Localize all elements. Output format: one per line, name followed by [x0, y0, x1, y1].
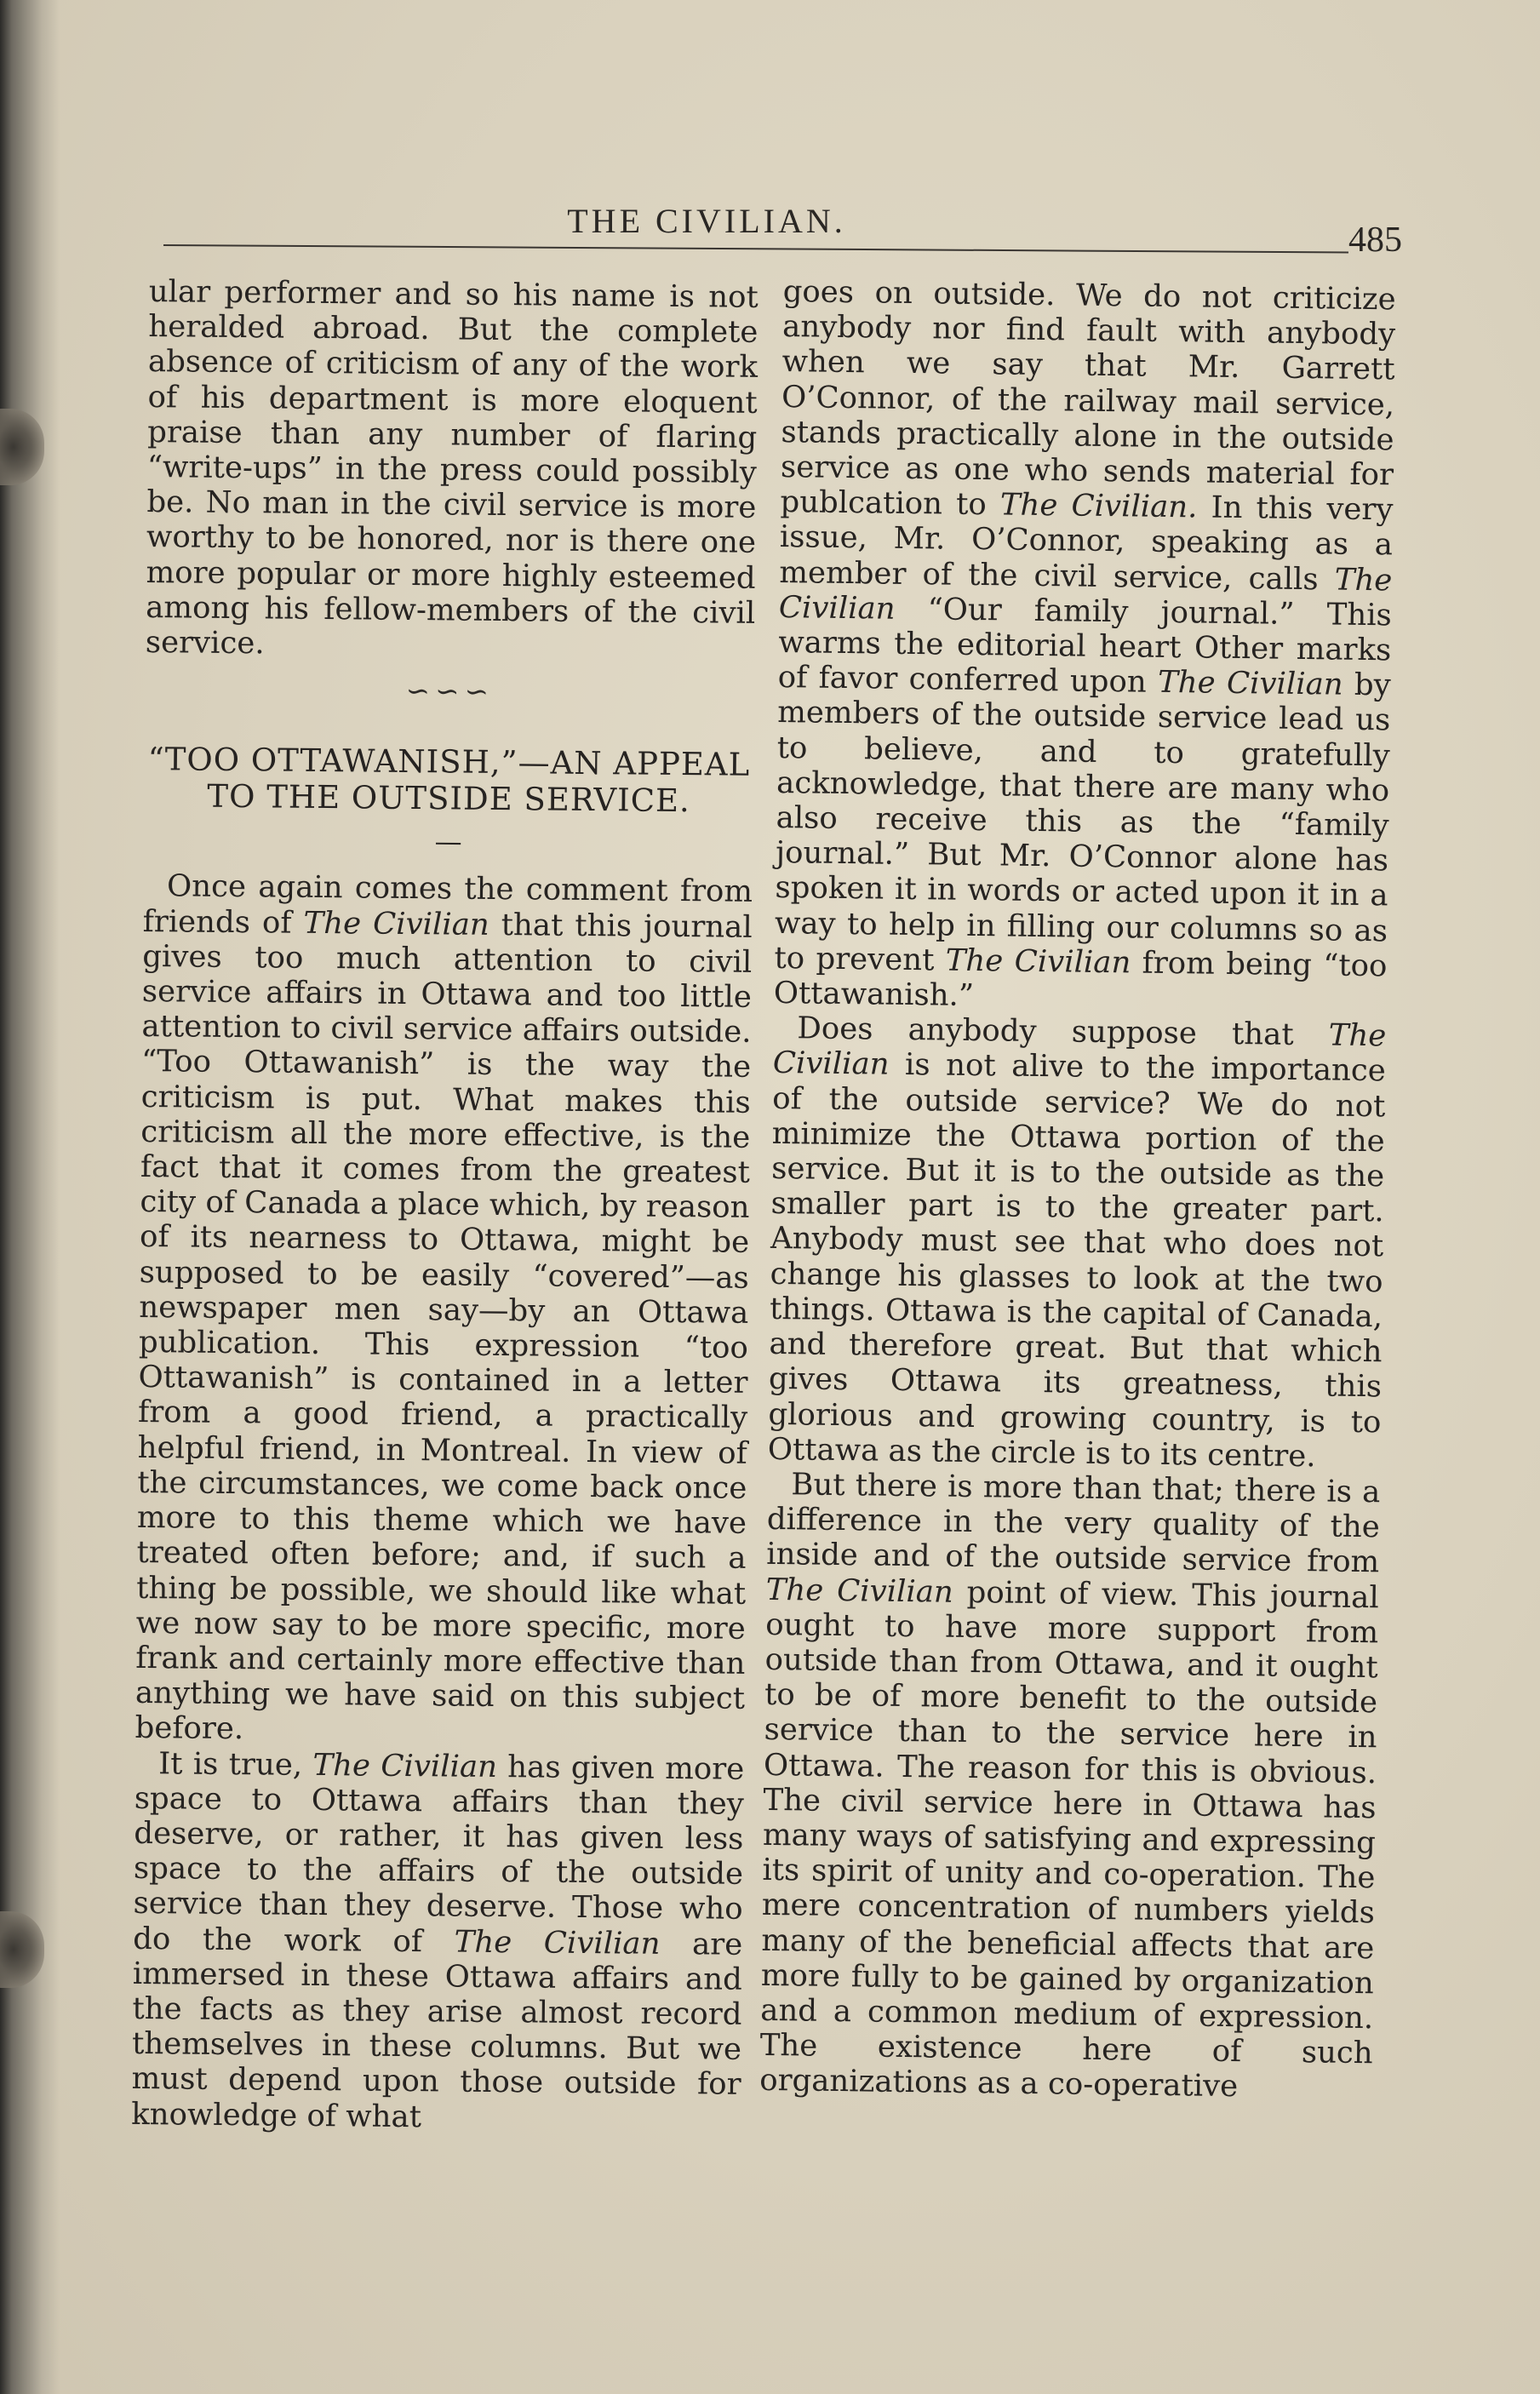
text-run: It is true,	[158, 1745, 313, 1783]
binding-shadow	[0, 0, 60, 2394]
text-run: are immersed in these Ottawa affairs and the facts as they arise almost record themselves in these columns. But we must depend upon those outside for knowledge of what	[131, 1926, 743, 2134]
heading-dash: —	[434, 825, 462, 858]
article-paragraph	[131, 1745, 744, 2137]
publication-title: The Civilian	[945, 942, 1131, 981]
publication-title: The Civilian	[312, 1747, 498, 1784]
publication-title: The Civilian	[772, 1017, 1387, 1083]
header-rule	[163, 244, 1348, 254]
text-run: from being “too Ottawanish.”	[773, 945, 1388, 1014]
publication-title: The Civilian	[778, 562, 1393, 627]
text-run: by members of the outside service lead us to believe, and to gratefully acknowledge, that there are many who also receive this as the “family journal.” But Mr. O’Connor alone has spoken it in words or acted upon it in a way to help in filling our columns so as to prevent	[774, 667, 1392, 978]
article-paragraph	[135, 868, 753, 1751]
article-paragraph	[774, 274, 1396, 1019]
article-paragraph	[768, 1011, 1387, 1475]
publication-title: The Civilian	[765, 1572, 954, 1610]
text-run: “Our family journal.” This warms the editorial heart Other marks of favor conferred upon	[777, 591, 1393, 701]
text-run: But there is more than that; there is a difference in the very quality of the inside and of the outside service from	[766, 1467, 1381, 1580]
publication-title: The Civilian	[1157, 665, 1343, 702]
text-run: Does anybody suppose that	[797, 1011, 1330, 1053]
text-run: is not alive to the importance of the outside service? We do not minimize the Ottawa portion of the service. But it is to the outside as the smaller part is to the greater part. Anybody must see that who does not change his glasses to look at the two things. Ottawa is the capital of Canada, and therefore great. But that which gives Ottawa its greatness, this glorious and growing country, is to Ottawa as the circle is to its centre.	[767, 1047, 1387, 1475]
publication-title: The Civilian.	[999, 487, 1198, 525]
article-heading: “TOO OTTAWANISH,”—AN APPEAL TO THE OUTSIDE SERVICE.	[147, 741, 751, 820]
text-run: goes on outside. We do not criticize anybody nor find fault with anybody when we say that Mr. Garrett O’Connor, of the railway mail service, stands practically alone in the outside service as one who sends material for publcation to	[780, 274, 1396, 523]
right-column	[759, 274, 1396, 2106]
text-run: point of view. This journal ought to have more support from outside than from Ottawa, and it ought to be of more benefit to the outside service than to the service here in Ottawa. The reason for this is obvious. The civil service here in Ottawa has many ways of satisfying and expressing its spirit of unity and co-operation. The mere concentration of numbers yields many of the beneficial affects that are more fully to be gained by organization and a common medium of expression. The existence here of such organizations as a co-operative	[759, 1574, 1379, 2105]
text-run: Once again comes the comment from friends of	[142, 868, 753, 941]
section-ornament: ∽∽∽	[405, 674, 495, 710]
text-run: that this journal gives too much attention to civil service affairs in Ottawa and too little attention to civil service affairs outside. “Too Ottawanish” is the way the criticism is put. What makes this criticism all the more effective, is the fact that it comes from the greatest city of Canada a place which, by reason of its nearness to Ottawa, might be supposed to be easily “covered”—as newspaper men say—by an Ottawa publication. This expression “too Ottawanish” is contained in a letter from a good friend, a practically helpful friend, in Montreal. In view of the circumstances, we come back once more to this theme which we have treated often before; and, if such a thing be possible, we should like what we now say to be more specific, more frank and certainly more effective than anything we have said on this subject before.	[135, 907, 753, 1747]
running-title: THE CIVILIAN.	[567, 202, 846, 240]
article-paragraph	[759, 1467, 1381, 2106]
continuation-paragraph: ular performer and so his name is not heralded abroad. But the complete absence of criticism of any of the work of his department is more eloquent praise than any number of flaring “write-ups” in the press could possibly be. No man in the civil service is more worthy to be honored, nor is there one more popular or more highly esteemed among his fellow-members of the civil service.	[145, 274, 759, 662]
text-run: has given more space to Ottawa affairs than they deserve, or rather, it has given less space to the affairs of the outside service than they deserve. Those who do the work of	[133, 1749, 745, 1960]
text-run: In this very issue, Mr. O’Connor, speaking as a member of the civil service, calls	[779, 490, 1394, 598]
page-number: 485	[1348, 220, 1402, 260]
publication-title: The Civilian	[303, 905, 489, 942]
publication-title: The Civilian	[454, 1924, 661, 1962]
left-column	[131, 274, 759, 2138]
